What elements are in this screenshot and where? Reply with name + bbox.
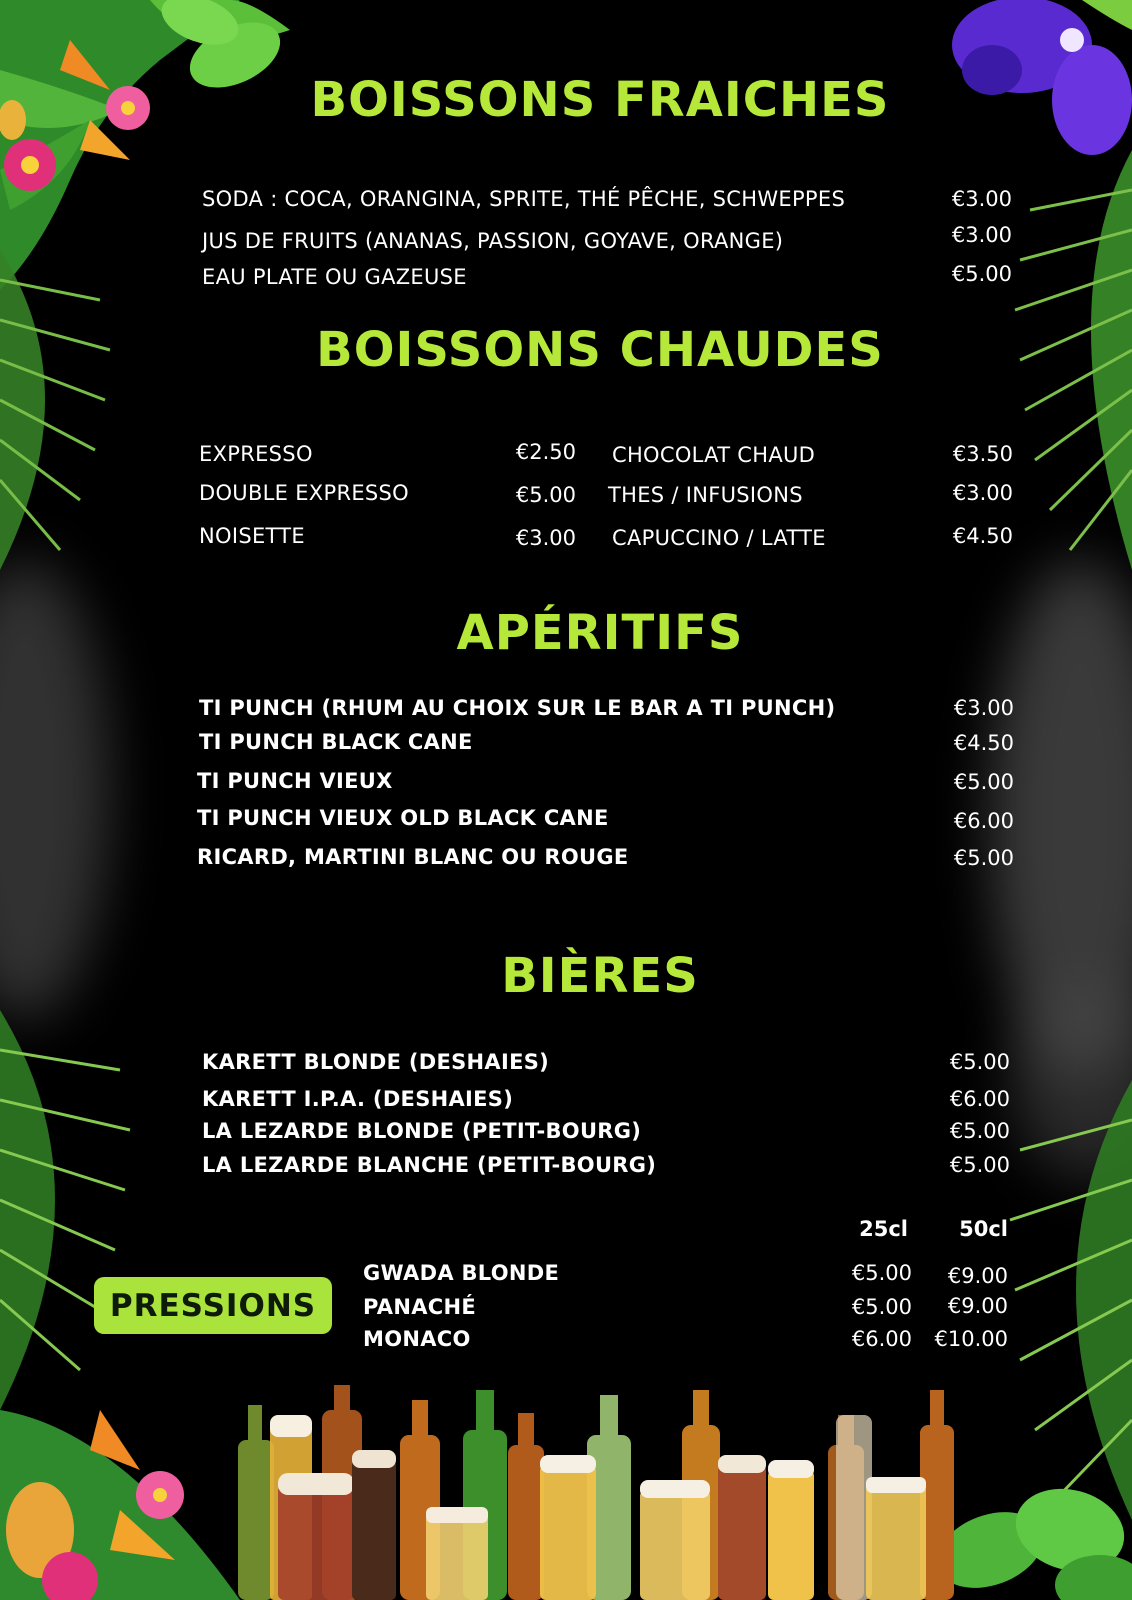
menu-item: TI PUNCH VIEUX: [197, 769, 393, 793]
smoke-left: [0, 560, 110, 1020]
menu-item: TI PUNCH (RHUM AU CHOIX SUR LE BAR A TI PUNCH): [199, 696, 836, 720]
section-title-aperitifs: APÉRITIFS: [456, 605, 744, 661]
draft-price-50cl: €9.00: [947, 1264, 1008, 1288]
menu-item-price: €5.00: [949, 1119, 1010, 1143]
menu-item: KARETT BLONDE (DESHAIES): [202, 1050, 550, 1074]
beer-bottles-icon: [230, 1385, 990, 1600]
menu-item: THES / INFUSIONS: [608, 483, 803, 507]
menu-item: CAPUCCINO / LATTE: [612, 526, 826, 550]
menu-item-price: €3.00: [951, 223, 1012, 247]
draft-price-50cl: €10.00: [934, 1327, 1008, 1351]
draft-price-25cl: €5.00: [851, 1295, 912, 1319]
menu-item-price: €5.00: [949, 1050, 1010, 1074]
menu-item-price: €5.00: [951, 262, 1012, 286]
column-header-50cl: 50cl: [959, 1217, 1008, 1241]
menu-item-price: €2.50: [515, 440, 576, 464]
menu-item: CHOCOLAT CHAUD: [612, 443, 816, 467]
menu-item: EAU PLATE OU GAZEUSE: [202, 265, 467, 289]
purple-flower-icon: [932, 0, 1132, 170]
menu-item-price: €3.00: [952, 481, 1013, 505]
section-title-fraiches: BOISSONS FRAICHES: [310, 72, 890, 128]
section-title-bieres: BIÈRES: [501, 948, 699, 1004]
menu-item: TI PUNCH VIEUX OLD BLACK CANE: [197, 806, 609, 830]
menu-item: JUS DE FRUITS (ANANAS, PASSION, GOYAVE, ORANGE): [202, 229, 784, 253]
menu-item: DOUBLE EXPRESSO: [199, 481, 409, 505]
draft-price-50cl: €9.00: [947, 1294, 1008, 1318]
menu-item: LA LEZARDE BLANCHE (PETIT-BOURG): [202, 1153, 657, 1177]
menu-item-price: €5.00: [515, 483, 576, 507]
draft-price-25cl: €5.00: [851, 1261, 912, 1285]
menu-item: TI PUNCH BLACK CANE: [199, 730, 473, 754]
menu-item: KARETT I.P.A. (DESHAIES): [202, 1087, 514, 1111]
menu-item-price: €4.50: [952, 524, 1013, 548]
menu-item: RICARD, MARTINI BLANC OU ROUGE: [197, 845, 629, 869]
menu-item-price: €3.00: [951, 187, 1012, 211]
menu-item: LA LEZARDE BLONDE (PETIT-BOURG): [202, 1119, 642, 1143]
palm-leaf-icon: [0, 250, 120, 570]
column-header-25cl: 25cl: [859, 1217, 908, 1241]
draft-item: MONACO: [363, 1327, 471, 1351]
draft-item: GWADA BLONDE: [363, 1261, 560, 1285]
menu-item-price: €5.00: [949, 1153, 1010, 1177]
menu-item-price: €3.00: [953, 696, 1014, 720]
palm-leaf-icon: [0, 1010, 150, 1410]
menu-item: NOISETTE: [199, 524, 305, 548]
menu-item-price: €6.00: [949, 1087, 1010, 1111]
menu-item-price: €5.00: [953, 770, 1014, 794]
palm-leaf-icon: [990, 150, 1132, 570]
section-title-chaudes: BOISSONS CHAUDES: [316, 322, 884, 378]
menu-item-price: €4.50: [953, 731, 1014, 755]
draft-price-25cl: €6.00: [851, 1327, 912, 1351]
tropical-flowers-icon: [0, 1370, 260, 1600]
menu-item-price: €3.50: [952, 442, 1013, 466]
pressions-badge: PRESSIONS: [94, 1277, 332, 1334]
menu-item: EXPRESSO: [199, 442, 313, 466]
menu-item-price: €5.00: [953, 846, 1014, 870]
palm-leaf-icon: [1000, 1080, 1132, 1520]
menu-item-price: €6.00: [953, 809, 1014, 833]
menu-item-price: €3.00: [515, 526, 576, 550]
draft-item: PANACHÉ: [363, 1295, 476, 1319]
menu-item: SODA : COCA, ORANGINA, SPRITE, THÉ PÊCHE, SCHWEPPES: [202, 187, 846, 211]
